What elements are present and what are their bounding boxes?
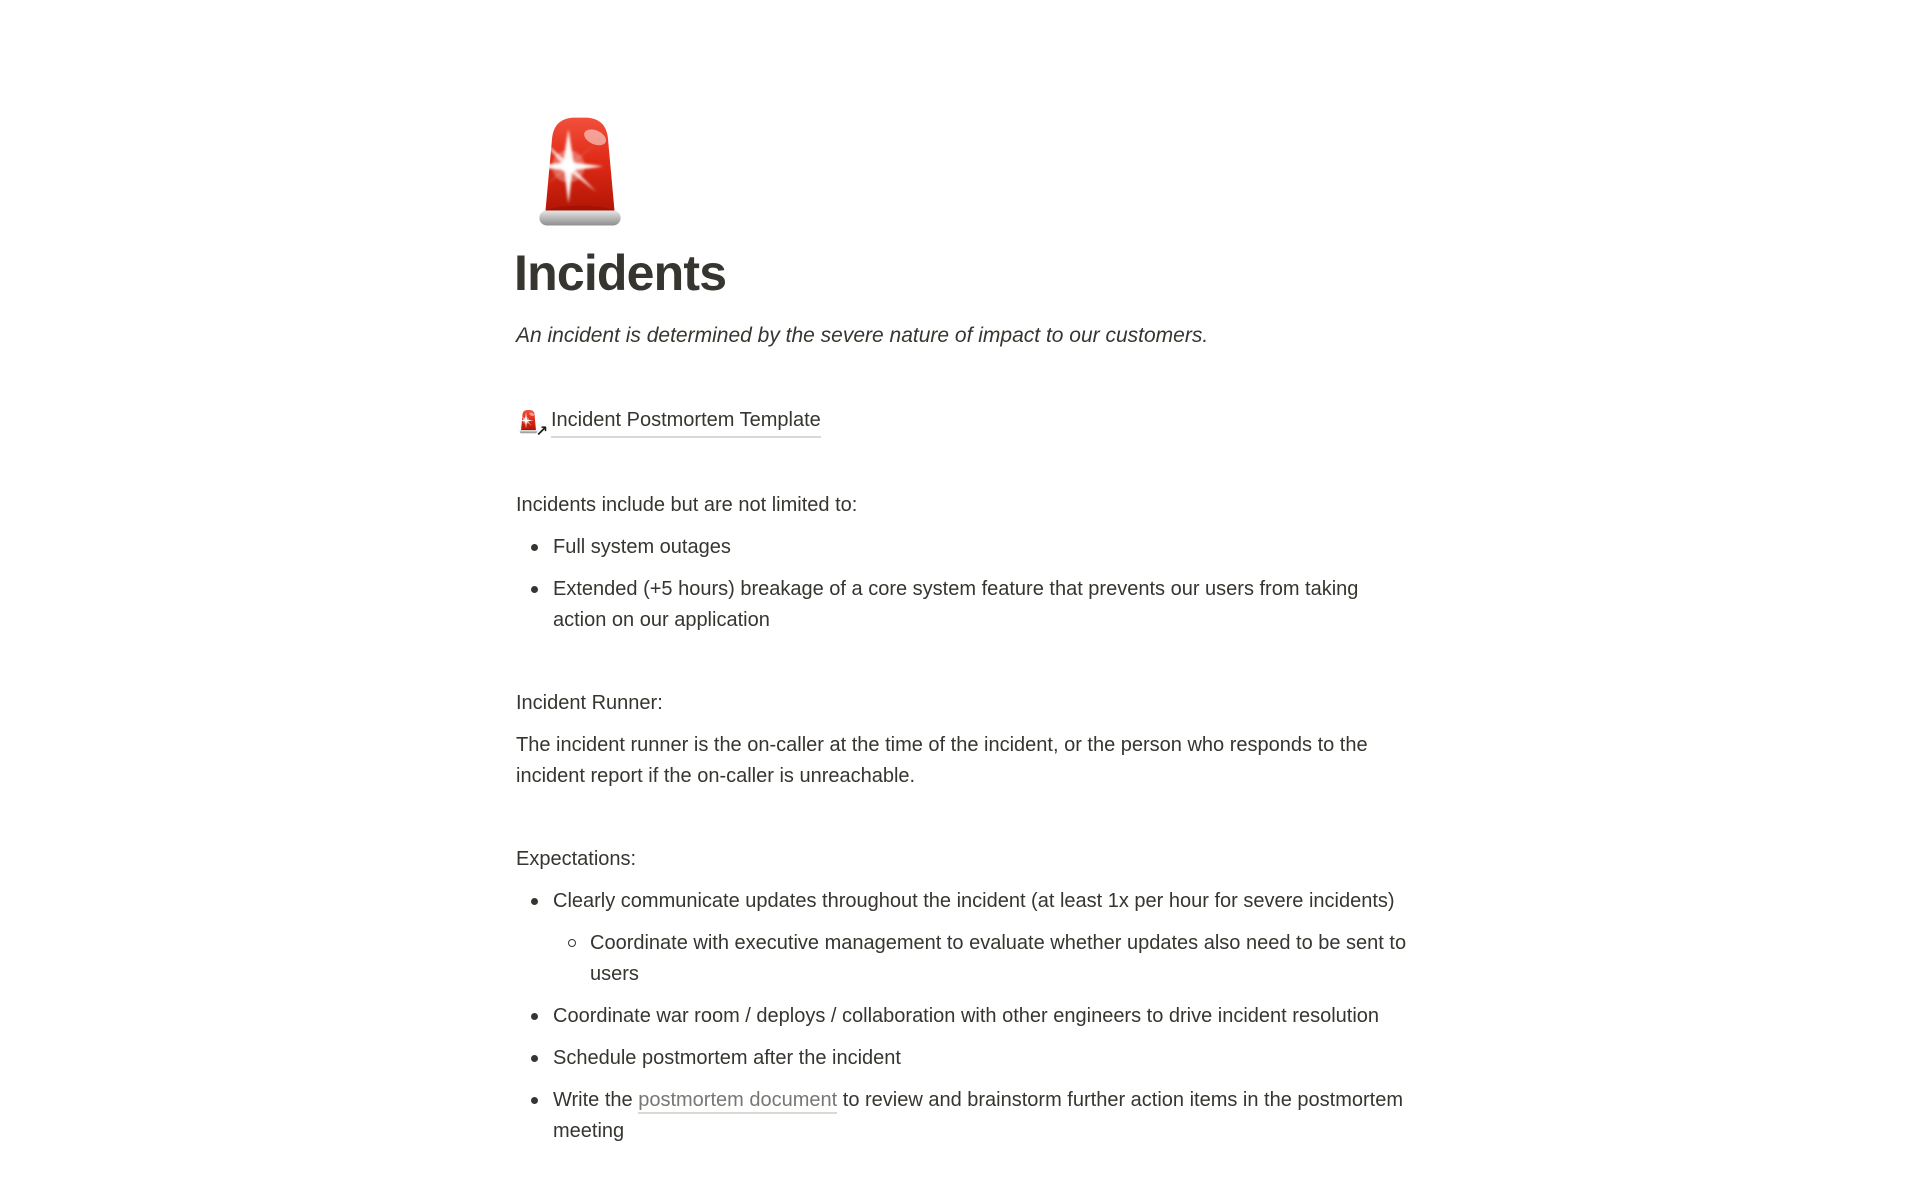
bullet-dot — [531, 1013, 538, 1020]
list-item-text: Coordinate war room / deploys / collaboration with other engineers to drive incident resolution — [553, 1005, 1380, 1027]
police-car-light-emoji-icon — [522, 113, 638, 229]
incident-runner-heading: Incident Runner: — [516, 692, 663, 714]
list-item-text: Full system outages — [553, 536, 731, 558]
list-item-text — [553, 1085, 1411, 1147]
bullet-icon — [516, 574, 553, 636]
list-item-text: Extended (+5 hours) breakage of a core system feature that prevents our users from taking action on our application — [553, 578, 1359, 631]
notion-document-page — [516, 0, 1411, 1147]
page-subtitle: An incident is determined by the severe nature of impact to our customers. — [516, 324, 1209, 347]
expectations-heading: Expectations: — [516, 848, 637, 870]
sub-list-item — [553, 928, 1411, 990]
postmortem-document-link[interactable]: postmortem document — [638, 1089, 837, 1114]
list-item — [516, 1001, 1411, 1032]
incidents-list — [516, 532, 1411, 636]
external-arrow-icon: ↗ — [535, 423, 548, 440]
sub-list — [553, 928, 1411, 990]
list-item — [516, 1085, 1411, 1147]
bullet-dot — [531, 586, 538, 593]
bullet-icon — [516, 532, 553, 563]
page-icon[interactable] — [522, 113, 638, 229]
bullet-dot — [531, 898, 538, 905]
list-item — [516, 1043, 1411, 1074]
bullet-icon — [516, 1085, 553, 1147]
list-item-content — [553, 886, 1411, 990]
incidents-intro: Incidents include but are not limited to: — [516, 494, 858, 516]
list-item — [516, 886, 1411, 990]
text-after-link: to review and brainstorm further action items in the postmortem meeting — [553, 1089, 1403, 1142]
circle-bullet-icon — [553, 928, 590, 990]
page-title: Incidents — [514, 245, 727, 301]
list-item — [516, 574, 1411, 636]
bullet-icon — [516, 1001, 553, 1032]
bullet-icon — [516, 886, 553, 990]
expectations-list — [516, 886, 1411, 1147]
list-item-text: Clearly communicate updates throughout the incident (at least 1x per hour for severe incidents) — [553, 890, 1395, 912]
bullet-dot — [531, 1097, 538, 1104]
incident-runner-body: The incident runner is the on-caller at the time of the incident, or the person who responds to the incident report if the on-caller is unreachable. — [516, 734, 1368, 787]
template-page-link[interactable] — [516, 405, 821, 438]
bullet-dot — [531, 544, 538, 551]
bullet-dot — [531, 1055, 538, 1062]
list-item-text: Schedule postmortem after the incident — [553, 1047, 901, 1069]
bullet-ring — [568, 939, 576, 947]
text-before-link: Write the — [553, 1089, 639, 1111]
list-item — [516, 532, 1411, 563]
template-page-link-label: Incident Postmortem Template — [551, 405, 821, 438]
sub-list-item-text: Coordinate with executive management to evaluate whether updates also need to be sent to users — [590, 932, 1407, 985]
bullet-icon — [516, 1043, 553, 1074]
police-car-light-page-icon — [516, 409, 548, 440]
